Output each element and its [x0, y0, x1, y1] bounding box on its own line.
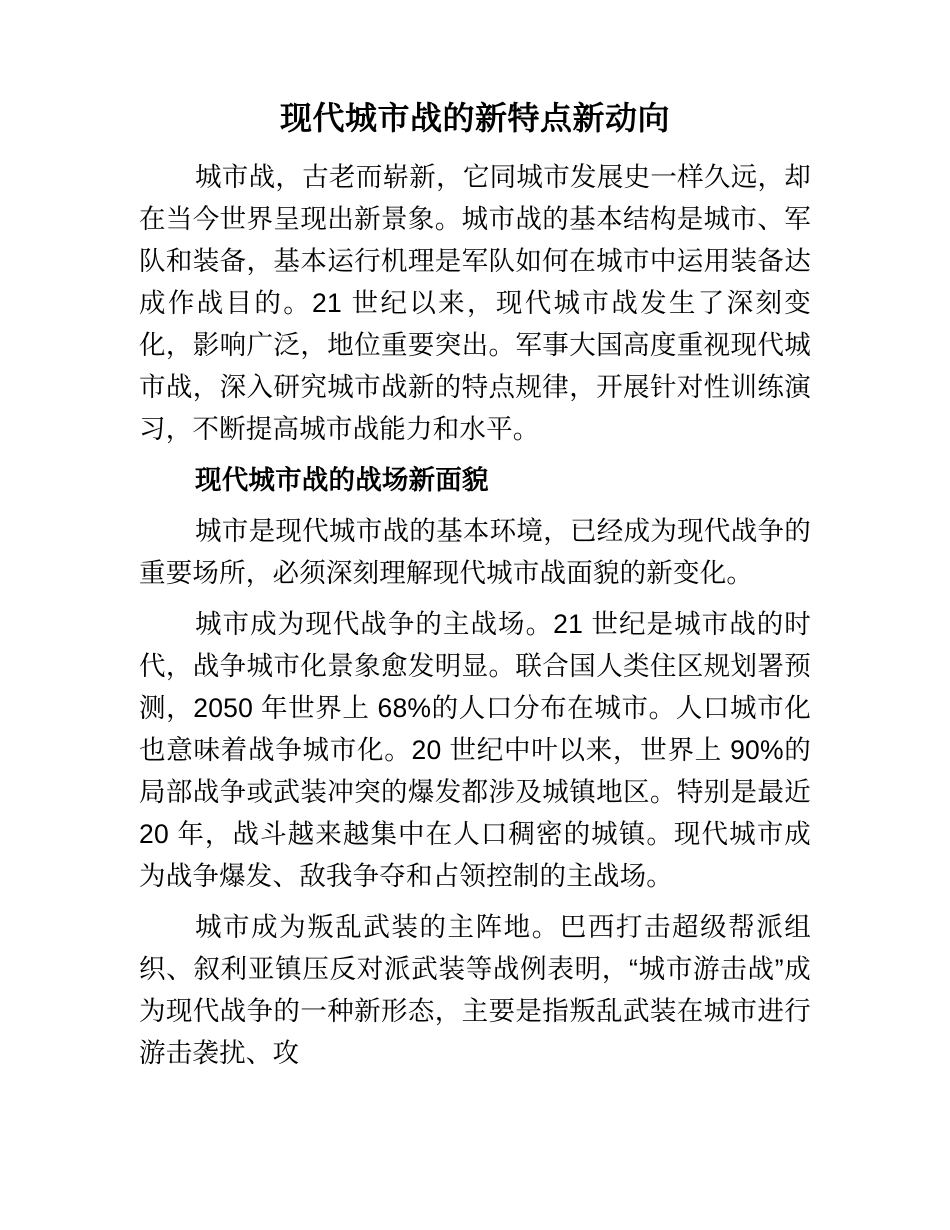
body-paragraph-2: 城市是现代城市战的基本环境，已经成为现代战争的重要场所，必须深刻理解现代城市战面貌的新变化。	[139, 516, 811, 588]
body-paragraph-1: 城市战，古老而崭新，它同城市发展史一样久远，却在当今世界呈现出新景象。城市战的基本结构是城市、军队和装备，基本运行机理是军队如何在城市中运用装备达成作战目的。21 世纪以来，现代城市战发生了深刻变化，影响广泛，地位重要突出。军事大国高度重视现代城市战，深入研究城市战新的特点规律，开展针对性训练演习，不断提高城市战能力和水平。	[139, 162, 811, 444]
body-paragraph-4: 城市成为叛乱武装的主阵地。巴西打击超级帮派组织、叙利亚镇压反对派武装等战例表明，“城市游击战”成为现代战争的一种新形态，主要是指叛乱武装在城市进行游击袭扰、攻	[139, 912, 811, 1068]
document-content	[139, 96, 811, 1074]
body-paragraph-3: 城市成为现代战争的主战场。21 世纪是城市战的时代，战争城市化景象愈发明显。联合国人类住区规划署预测，2050 年世界上 68%的人口分布在城市。人口城市化也意味着战争城市化。20 世纪中叶以来，世界上 90%的局部战争或武装冲突的爆发都涉及城镇地区。特别是最近 20 年，战斗越来越集中在人口稠密的城镇。现代城市成为战争爆发、敌我争夺和占领控制的主战场。	[139, 609, 811, 891]
section-heading-1: 现代城市战的战场新面貌	[195, 465, 489, 495]
page-title: 现代城市战的新特点新动向	[279, 100, 670, 136]
